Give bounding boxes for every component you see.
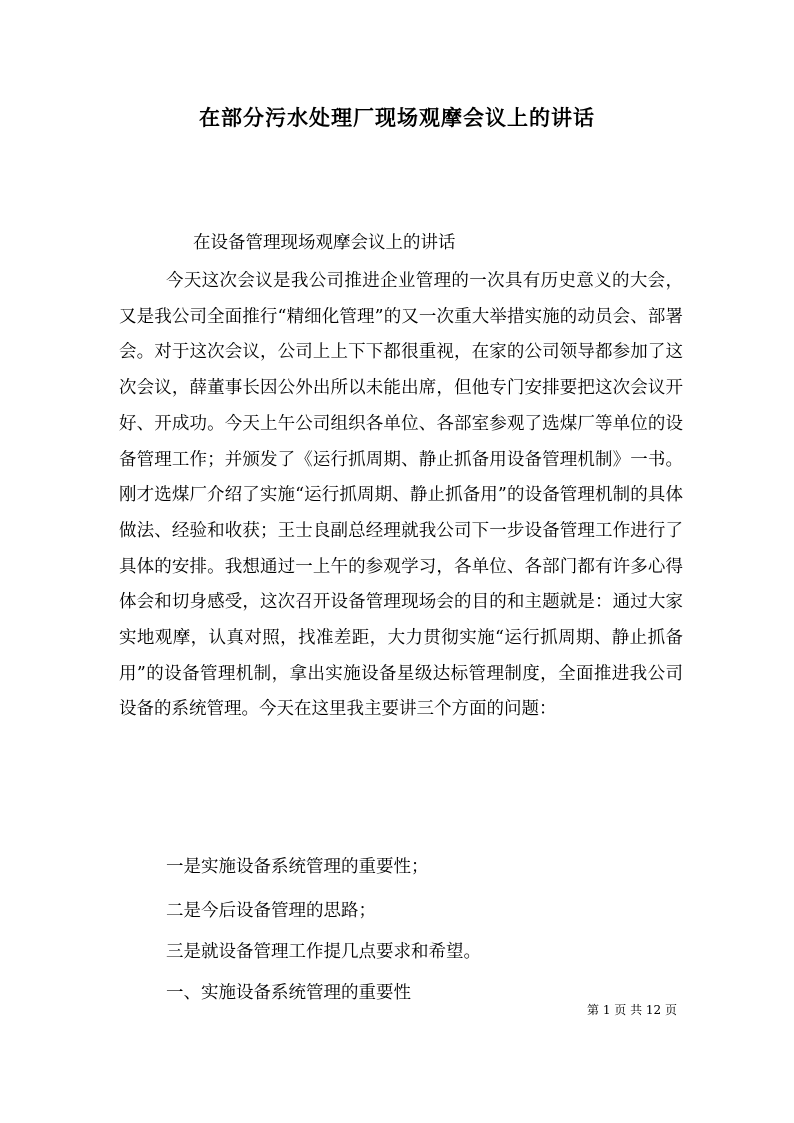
page-number-footer: 第 1 页 共 12 页 xyxy=(587,1003,677,1017)
section-heading: 一、实施设备系统管理的重要性 xyxy=(166,983,411,1003)
body-paragraph: 今天这次会议是我公司推进企业管理的一次具有历史意义的大会，又是我公司全面推行“精细化管理”的又一次重大举措实施的动员会、部署会。对于这次会议，公司上上下下都很重视，在家的公司领导都参加了这次会议，薛董事长因公外出所以未能出席，但他专门安排要把这次会议开好、开成功。今天上午公司组织各单位、各部室参观了选煤厂等单位的设备管理工作；并颁发了《运行抓周期、静止抓备用设备管理机制》一书。刚才选煤厂介绍了实施“运行抓周期、静止抓备用”的设备管理机制的具体做法、经验和收获；王士良副总经理就我公司下一步设备管理工作进行了具体的安排。我想通过一上午的参观学习，各单位、各部门都有许多心得体会和切身感受，这次召开设备管理现场会的目的和主题就是：通过大家实地观摩，认真对照，找准差距，大力贯彻实施“运行抓周期、静止抓备用”的设备管理机制，拿出实施设备星级达标管理制度，全面推进我公司设备的系统管理。今天在这里我主要讲三个方面的问题： xyxy=(119,271,683,720)
list-item: 二是今后设备管理的思路； xyxy=(166,901,376,921)
speech-subtitle: 在设备管理现场观摩会议上的讲话 xyxy=(193,233,456,253)
document-title: 在部分污水处理厂现场观摩会议上的讲话 xyxy=(199,105,595,130)
list-item: 一是实施设备系统管理的重要性； xyxy=(166,857,429,877)
list-item: 三是就设备管理工作提几点要求和希望。 xyxy=(166,942,481,962)
